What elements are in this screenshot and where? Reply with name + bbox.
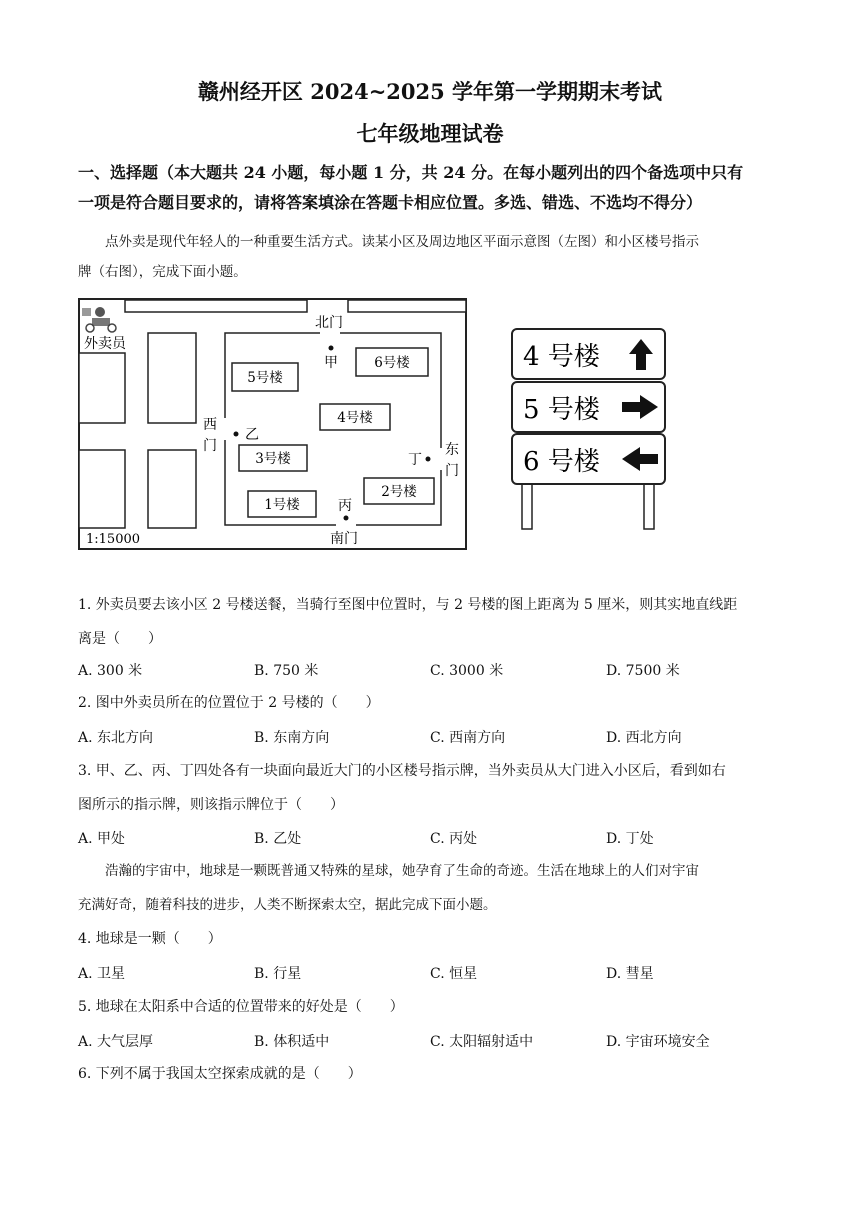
question-2-options: [78, 727, 798, 747]
sign-row-2-label: 5 号楼: [523, 395, 600, 425]
question-1-options: [78, 660, 798, 680]
question-1-stem-line1: 1. 外卖员要去该小区 2 号楼送餐，当骑行至图中位置时，与 2 号楼的图上距离为 5 厘米，则其实地直线距: [78, 597, 738, 613]
point-yi-label: 乙: [245, 427, 259, 443]
building-5-label: 5号楼: [247, 370, 283, 386]
question-1: [78, 595, 798, 649]
question-3-options: [78, 828, 798, 848]
intro2-line1: 浩瀚的宇宙中，地球是一颗既普通又特殊的星球，她孕育了生命的奇迹。生活在地球上的人们对宇宙: [105, 863, 699, 879]
intro2-line2: 充满好奇，随着科技的进步，人类不断探索太空，据此完成下面小题。: [78, 897, 497, 913]
north-gate-label: 北门: [315, 315, 343, 331]
q1-option-b[interactable]: B. 750 米: [254, 663, 319, 679]
intro-paragraph-2: [78, 856, 798, 920]
question-2-stem: 2. 图中外卖员所在的位置位于 2 号楼的（ ）: [78, 695, 380, 711]
question-4-options: [78, 963, 798, 983]
q5-option-a[interactable]: A. 大气层厚: [78, 1034, 154, 1050]
q4-option-c[interactable]: C. 恒星: [430, 966, 478, 982]
q3-option-d[interactable]: D. 丁处: [606, 831, 654, 847]
point-ding-marker: [426, 457, 431, 462]
south-gate-label: 南门: [330, 531, 358, 547]
point-jia-marker: [329, 346, 334, 351]
point-bing-marker: [344, 516, 349, 521]
q2-option-b[interactable]: B. 东南方向: [254, 730, 330, 746]
question-5-stem: 5. 地球在太阳系中合适的位置带来的好处是（ ）: [78, 999, 404, 1015]
question-2: [78, 693, 798, 713]
q1-option-c[interactable]: C. 3000 米: [430, 663, 504, 679]
community-map: [79, 299, 466, 549]
question-5-options: [78, 1031, 798, 1051]
q2-option-d[interactable]: D. 西北方向: [606, 730, 682, 746]
q3-option-a[interactable]: A. 甲处: [78, 831, 126, 847]
point-bing-label: 丙: [338, 498, 352, 514]
question-6-stem: 6. 下列不属于我国太空探索成就的是（ ）: [78, 1066, 362, 1082]
section-heading-line1: 一、选择题（本大题共 24 小题，每小题 1 分，共 24 分。在每小题列出的四个备选项中只有: [78, 163, 744, 182]
sign-row-1-label: 4 号楼: [523, 342, 600, 372]
exam-subtitle: 七年级地理试卷: [356, 121, 504, 146]
question-3: [78, 761, 798, 815]
q4-option-b[interactable]: B. 行星: [254, 966, 302, 982]
sign-row-3-label: 6 号楼: [523, 447, 600, 477]
intro1-line2: 牌（右图），完成下面小题。: [78, 264, 247, 280]
q5-option-c[interactable]: C. 太阳辐射适中: [430, 1034, 534, 1050]
building-6-label: 6号楼: [374, 355, 410, 371]
map-scale: 1:15000: [86, 532, 141, 547]
west-gate-label-2: 门: [203, 438, 217, 454]
question-5: [78, 997, 798, 1017]
point-yi-marker: [234, 432, 239, 437]
q2-option-a[interactable]: A. 东北方向: [78, 730, 154, 746]
question-3-stem-line1: 3. 甲、乙、丙、丁四处各有一块面向最近大门的小区楼号指示牌，当外卖员从大门进入小区后，看到如右: [78, 763, 726, 779]
building-1-label: 1号楼: [264, 497, 300, 513]
west-gate-label-1: 西: [203, 417, 217, 433]
section-heading: [78, 158, 798, 218]
q4-option-d[interactable]: D. 彗星: [606, 966, 654, 982]
q2-option-c[interactable]: C. 西南方向: [430, 730, 506, 746]
question-4-stem: 4. 地球是一颗（ ）: [78, 931, 222, 947]
courier-label: 外卖员: [84, 336, 126, 352]
east-gate-label-1: 东: [445, 442, 459, 458]
q3-option-b[interactable]: B. 乙处: [254, 831, 302, 847]
exam-title: 赣州经开区 2024~2025 学年第一学期期末考试: [197, 79, 663, 104]
building-3-label: 3号楼: [255, 451, 291, 467]
question-4: [78, 929, 798, 949]
building-4-label: 4号楼: [337, 410, 373, 426]
question-1-stem-line2: 离是（ ）: [78, 631, 162, 647]
q4-option-a[interactable]: A. 卫星: [78, 966, 126, 982]
q3-option-c[interactable]: C. 丙处: [430, 831, 478, 847]
building-sign: [512, 329, 665, 529]
q5-option-d[interactable]: D. 宇宙环境安全: [606, 1034, 710, 1050]
section-heading-line2: 一项是符合题目要求的，请将答案填涂在答题卡相应位置。多选、错选、不选均不得分）: [78, 193, 703, 212]
building-2-label: 2号楼: [381, 484, 417, 500]
question-3-stem-line2: 图所示的指示牌，则该指示牌位于（ ）: [78, 797, 344, 813]
intro-paragraph-1: [78, 227, 798, 287]
q5-option-b[interactable]: B. 体积适中: [254, 1034, 330, 1050]
q1-option-d[interactable]: D. 7500 米: [606, 663, 680, 679]
figure: [78, 298, 678, 564]
point-ding-label: 丁: [408, 452, 422, 468]
east-gate-label-2: 门: [445, 463, 459, 479]
intro1-line1: 点外卖是现代年轻人的一种重要生活方式。读某小区及周边地区平面示意图（左图）和小区楼号指示: [105, 234, 699, 250]
q1-option-a[interactable]: A. 300 米: [78, 663, 143, 679]
point-jia-label: 甲: [324, 355, 338, 371]
question-6: [78, 1064, 798, 1084]
